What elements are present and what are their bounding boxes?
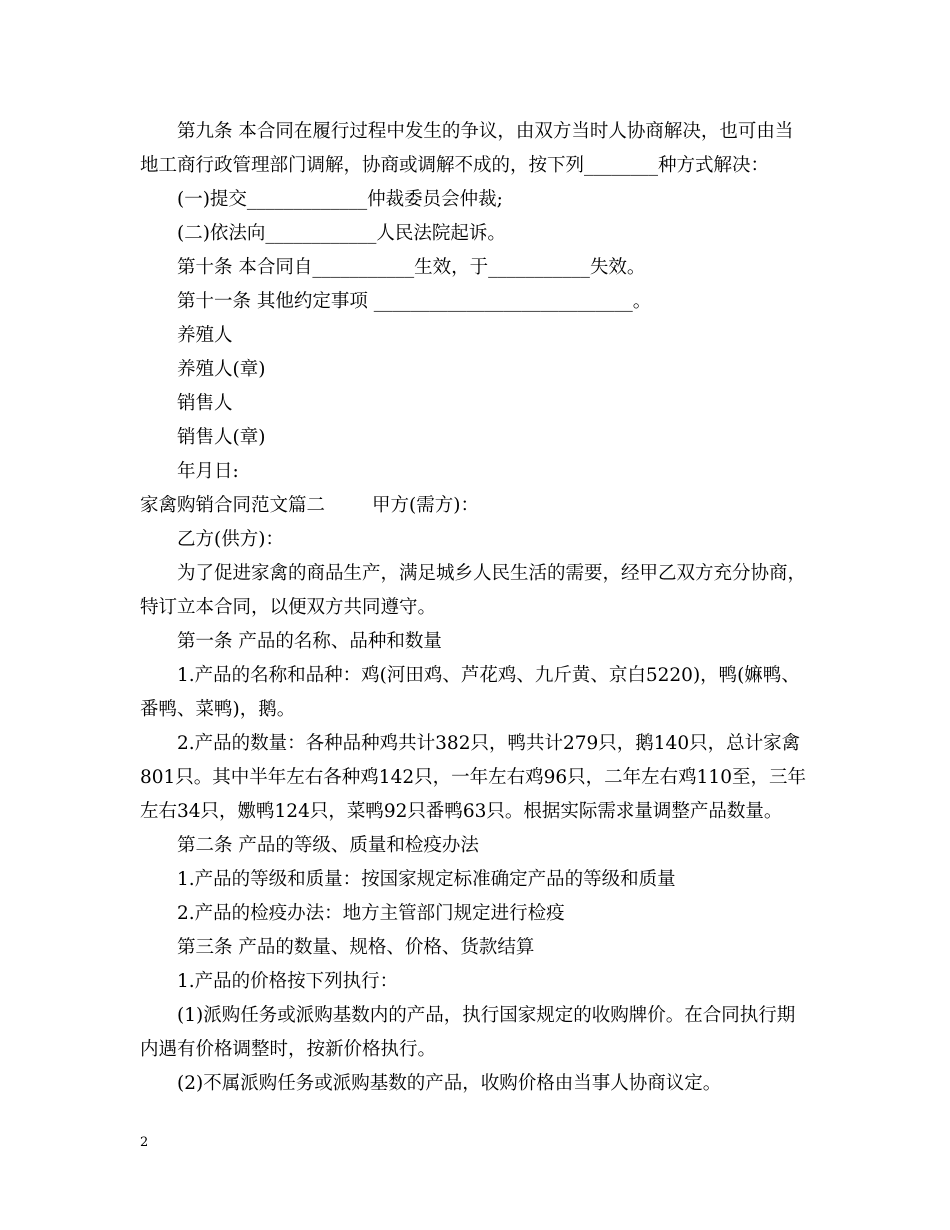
paragraph-line: (1)派购任务或派购基数内的产品，执行国家规定的收购牌价。在合同执行期 bbox=[177, 1005, 796, 1026]
contract-body bbox=[140, 115, 820, 1101]
paragraph-line: 乙方(供方)： bbox=[177, 529, 284, 550]
paragraph-line: 年月日: bbox=[177, 461, 239, 482]
paragraph-line: 养殖人 bbox=[177, 325, 233, 346]
paragraph-line: 1.产品的价格按下列执行： bbox=[177, 971, 399, 992]
paragraph-line: 第九条 本合同在履行过程中发生的争议，由双方当时人协商解决，也可由当 bbox=[177, 121, 794, 142]
article-heading: 第二条 产品的等级、质量和检疫办法 bbox=[177, 835, 479, 856]
paragraph-line: 第十一条 其他约定事项 ____________________________。 bbox=[177, 291, 652, 312]
paragraph-line: 1.产品的等级和质量：按国家规定标准确定产品的等级和质量 bbox=[177, 869, 676, 890]
paragraph-line: (2)不属派购任务或派购基数的产品，收购价格由当事人协商议定。 bbox=[177, 1073, 722, 1094]
paragraph-line: 1.产品的名称和品种：鸡(河田鸡、芦花鸡、九斤黄、京白5220)，鸭(嫲鸭、 bbox=[177, 665, 800, 686]
paragraph-line: 销售人 bbox=[177, 393, 233, 414]
paragraph-line: 2.产品的检疫办法：地方主管部门规定进行检疫 bbox=[177, 903, 565, 924]
paragraph-line: 左右34只，嫐鸭124只，菜鸭92只番鸭63只。根据实际需求量调整产品数量。 bbox=[140, 801, 783, 822]
paragraph-line: 养殖人(章) bbox=[177, 359, 266, 380]
section-heading: 家禽购销合同范文篇二 甲方(需方)： bbox=[140, 495, 479, 516]
paragraph-line: 为了促进家禽的商品生产，满足城乡人民生活的需要，经甲乙双方充分协商， bbox=[177, 563, 807, 584]
paragraph-line: 内遇有价格调整时，按新价格执行。 bbox=[140, 1039, 437, 1060]
paragraph-line: 特订立本合同，以便双方共同遵守。 bbox=[140, 597, 437, 618]
article-heading: 第一条 产品的名称、品种和数量 bbox=[177, 631, 442, 652]
paragraph-line: 番鸭、菜鸭)，鹅。 bbox=[140, 699, 296, 720]
paragraph-line: 801只。其中半年左右各种鸡142只，一年左右鸡96只，二年左右鸡110至，三年 bbox=[140, 767, 806, 788]
page-number: 2 bbox=[140, 1135, 149, 1150]
article-heading: 第三条 产品的数量、规格、价格、货款结算 bbox=[177, 937, 535, 958]
paragraph-line: 销售人(章) bbox=[177, 427, 266, 448]
paragraph-line: (二)依法向____________人民法院起诉。 bbox=[177, 223, 506, 244]
paragraph-line: 第十条 本合同自___________生效，于___________失效。 bbox=[177, 257, 646, 278]
paragraph-line: 地工商行政管理部门调解，协商或调解不成的，按下列________种方式解决： bbox=[140, 155, 770, 176]
paragraph-line: (一)提交_____________仲裁委员会仲裁; bbox=[177, 189, 503, 210]
paragraph-line: 2.产品的数量：各种品种鸡共计382只，鸭共计279只，鹅140只，总计家禽 bbox=[177, 733, 801, 754]
